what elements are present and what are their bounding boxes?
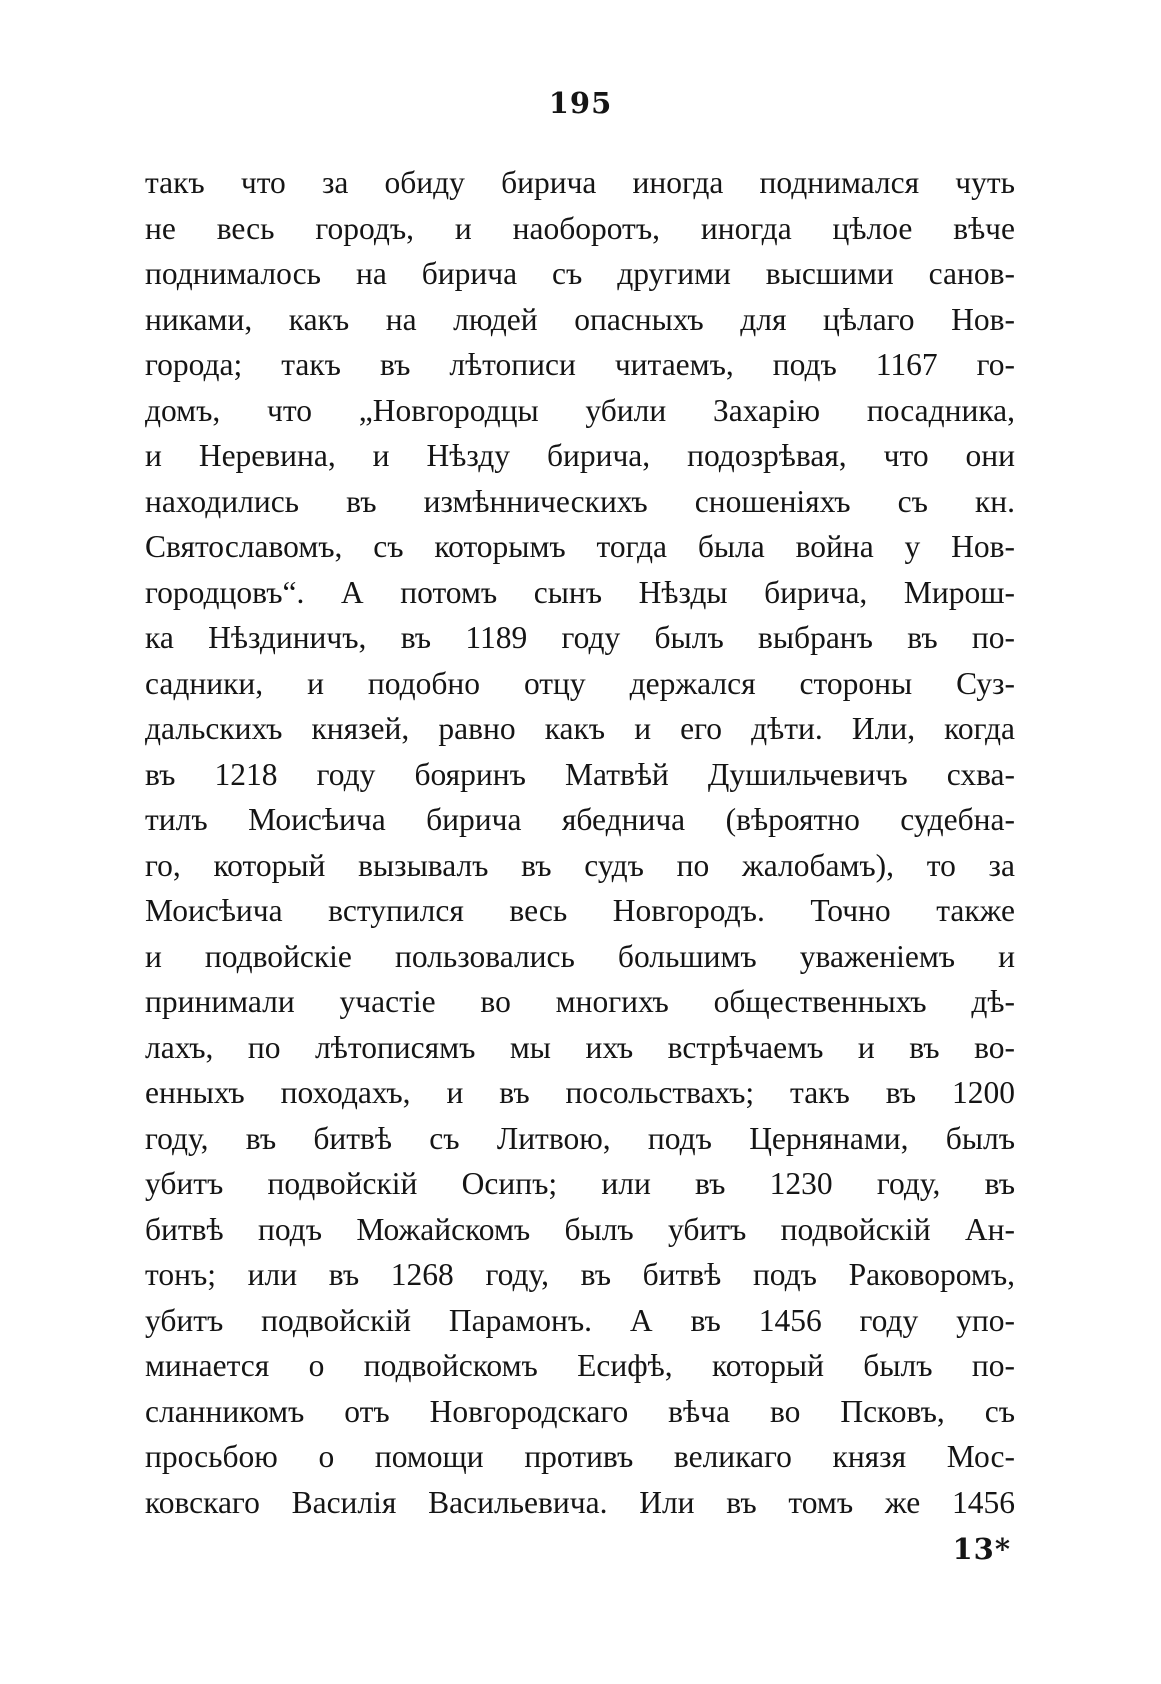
text-line: сланникомъ отъ Новгородскаго вѣча во Псковъ, съ [145, 1393, 1015, 1429]
page-number: 195 [548, 86, 613, 120]
body-text [145, 160, 1015, 1525]
text-line: убитъ подвойскій Осипъ; или въ 1230 году, въ [145, 1166, 1015, 1201]
text-line: году, въ битвѣ съ Литвою, подъ Цернянами, былъ [145, 1120, 1015, 1156]
text-line: Святославомъ, съ которымъ тогда была война у Нов- [145, 529, 1015, 564]
text-line: ка Нѣздиничъ, въ 1189 году былъ выбранъ въ по- [145, 620, 1015, 655]
text-line: Моисѣича вступился весь Новгородъ. Точно также [145, 893, 1015, 928]
text-line: битвѣ подъ Можайскомъ былъ убитъ подвойскій Ан- [145, 1211, 1015, 1247]
text-line: никами, какъ на людей опасныхъ для цѣлаго Нов- [145, 301, 1015, 337]
text-line: садники, и подобно отцу держался стороны Суз- [145, 665, 1015, 701]
text-line: и подвойскіе пользовались большимъ уваженіемъ и [145, 938, 1015, 974]
text-line: города; такъ въ лѣтописи читаемъ, подъ 1167 го- [145, 347, 1015, 382]
text-line: убитъ подвойскій Парамонъ. А въ 1456 году упо- [145, 1302, 1015, 1338]
text-line: и Неревина, и Нѣзду бирича, подозрѣвая, что они [145, 438, 1015, 473]
text-line: принимали участіе во многихъ общественныхъ дѣ- [145, 984, 1015, 1019]
text-line: въ 1218 году бояринъ Матвѣй Душильчевичъ схва- [145, 756, 1015, 792]
text-line: лахъ, по лѣтописямъ мы ихъ встрѣчаемъ и въ во- [145, 1029, 1015, 1065]
text-line: го, который вызывалъ въ судъ по жалобамъ), то за [145, 847, 1015, 883]
text-line: поднималось на бирича съ другими высшими санов- [145, 256, 1015, 291]
text-line: ковскаго Василія Васильевича. Или въ томъ же 1456 [145, 1484, 1015, 1520]
text-line: находились въ измѣнническихъ сношеніяхъ съ кн. [145, 483, 1015, 519]
text-line: минается о подвойскомъ Есифѣ, который былъ по- [145, 1348, 1015, 1383]
signature-mark: 13* [952, 1532, 1011, 1566]
text-line: тонъ; или въ 1268 году, въ битвѣ подъ Раковоромъ, [145, 1257, 1015, 1292]
text-line: домъ, что „Новгородцы убили Захарію посадника, [145, 392, 1015, 428]
text-line: не весь городъ, и наоборотъ, иногда цѣлое вѣче [145, 210, 1015, 246]
text-line: такъ что за обиду бирича иногда поднимался чуть [145, 165, 1015, 200]
text-line: городцовъ“. А потомъ сынъ Нѣзды бирича, Мирош- [145, 574, 1015, 610]
text-line: енныхъ походахъ, и въ посольствахъ; такъ въ 1200 [145, 1075, 1015, 1110]
text-line: дальскихъ князей, равно какъ и его дѣти. Или, когда [145, 711, 1015, 746]
text-line: тилъ Моисѣича бирича ябеднича (вѣроятно судебна- [145, 802, 1015, 837]
text-line: просьбою о помощи противъ великаго князя Мос- [145, 1439, 1015, 1474]
